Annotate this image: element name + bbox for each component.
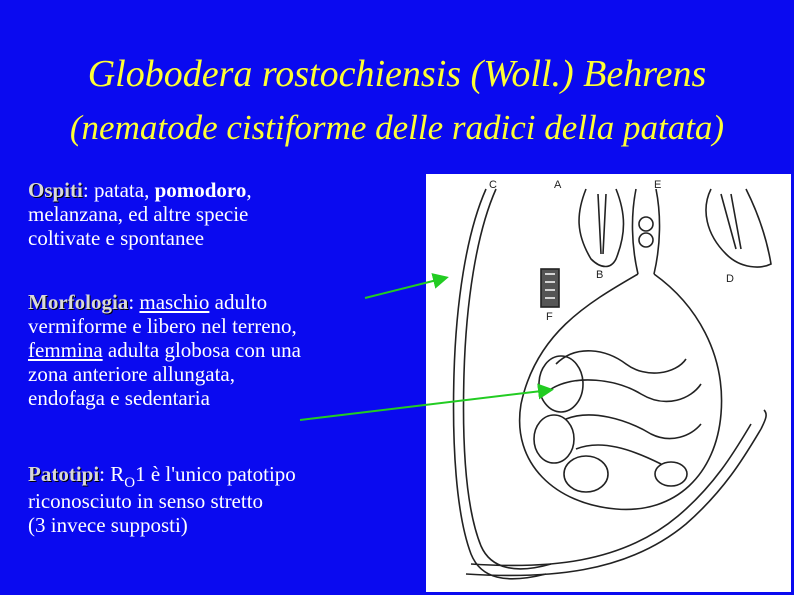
hosts-tomato: pomodoro	[154, 178, 247, 202]
label-a: A	[554, 179, 562, 191]
pathotype-subscript: O	[124, 475, 136, 491]
female-cyst-body	[520, 274, 722, 509]
morphology-line-3: adulta globosa con una	[102, 338, 301, 362]
pathotypes-text-b: 1 è l'unico patotipo	[135, 462, 296, 486]
morphology-line-2: vermiforme e libero nel terreno,	[28, 314, 297, 338]
female-word: femmina	[28, 338, 103, 362]
nematode-illustration	[426, 174, 791, 592]
pathotypes-paragraph	[28, 462, 296, 537]
head-b	[579, 189, 623, 267]
hosts-line-2: melanzana, ed altre specie	[28, 202, 249, 226]
pathotypes-text: : R	[99, 462, 125, 486]
morphology-line-4: zona anteriore allungata,	[28, 362, 235, 386]
pathotypes-term: Patotipi	[28, 462, 100, 486]
label-d: D	[726, 273, 734, 285]
label-f: F	[546, 311, 553, 323]
hosts-term: Ospiti	[28, 178, 83, 202]
label-e: E	[654, 179, 662, 191]
pathotypes-line-3: (3 invece supposti)	[28, 513, 188, 537]
morphology-text-b: adulto	[209, 290, 268, 314]
head-d	[706, 189, 771, 267]
morphology-text: :	[128, 290, 140, 314]
hosts-comma: ,	[246, 178, 252, 202]
slide-subtitle: (nematode cistiforme delle radici della patata)	[69, 108, 725, 147]
morphology-term: Morfologia	[28, 290, 129, 314]
hosts-text: : patata,	[82, 178, 155, 202]
label-c: C	[489, 179, 497, 191]
male-worm-c	[454, 189, 546, 579]
morphology-line-5: endofaga e sedentaria	[28, 386, 210, 410]
label-b: B	[596, 269, 604, 281]
morphology-paragraph	[28, 290, 301, 410]
pathotypes-line-2: riconosciuto in senso stretto	[28, 489, 264, 513]
hosts-line-3: coltivate e spontanee	[28, 226, 205, 250]
slide-title: Globodera rostochiensis (Woll.) Behrens	[87, 53, 707, 95]
hosts-paragraph	[28, 178, 252, 250]
male-worm-tail	[466, 429, 761, 576]
male-word: maschio	[139, 290, 210, 314]
